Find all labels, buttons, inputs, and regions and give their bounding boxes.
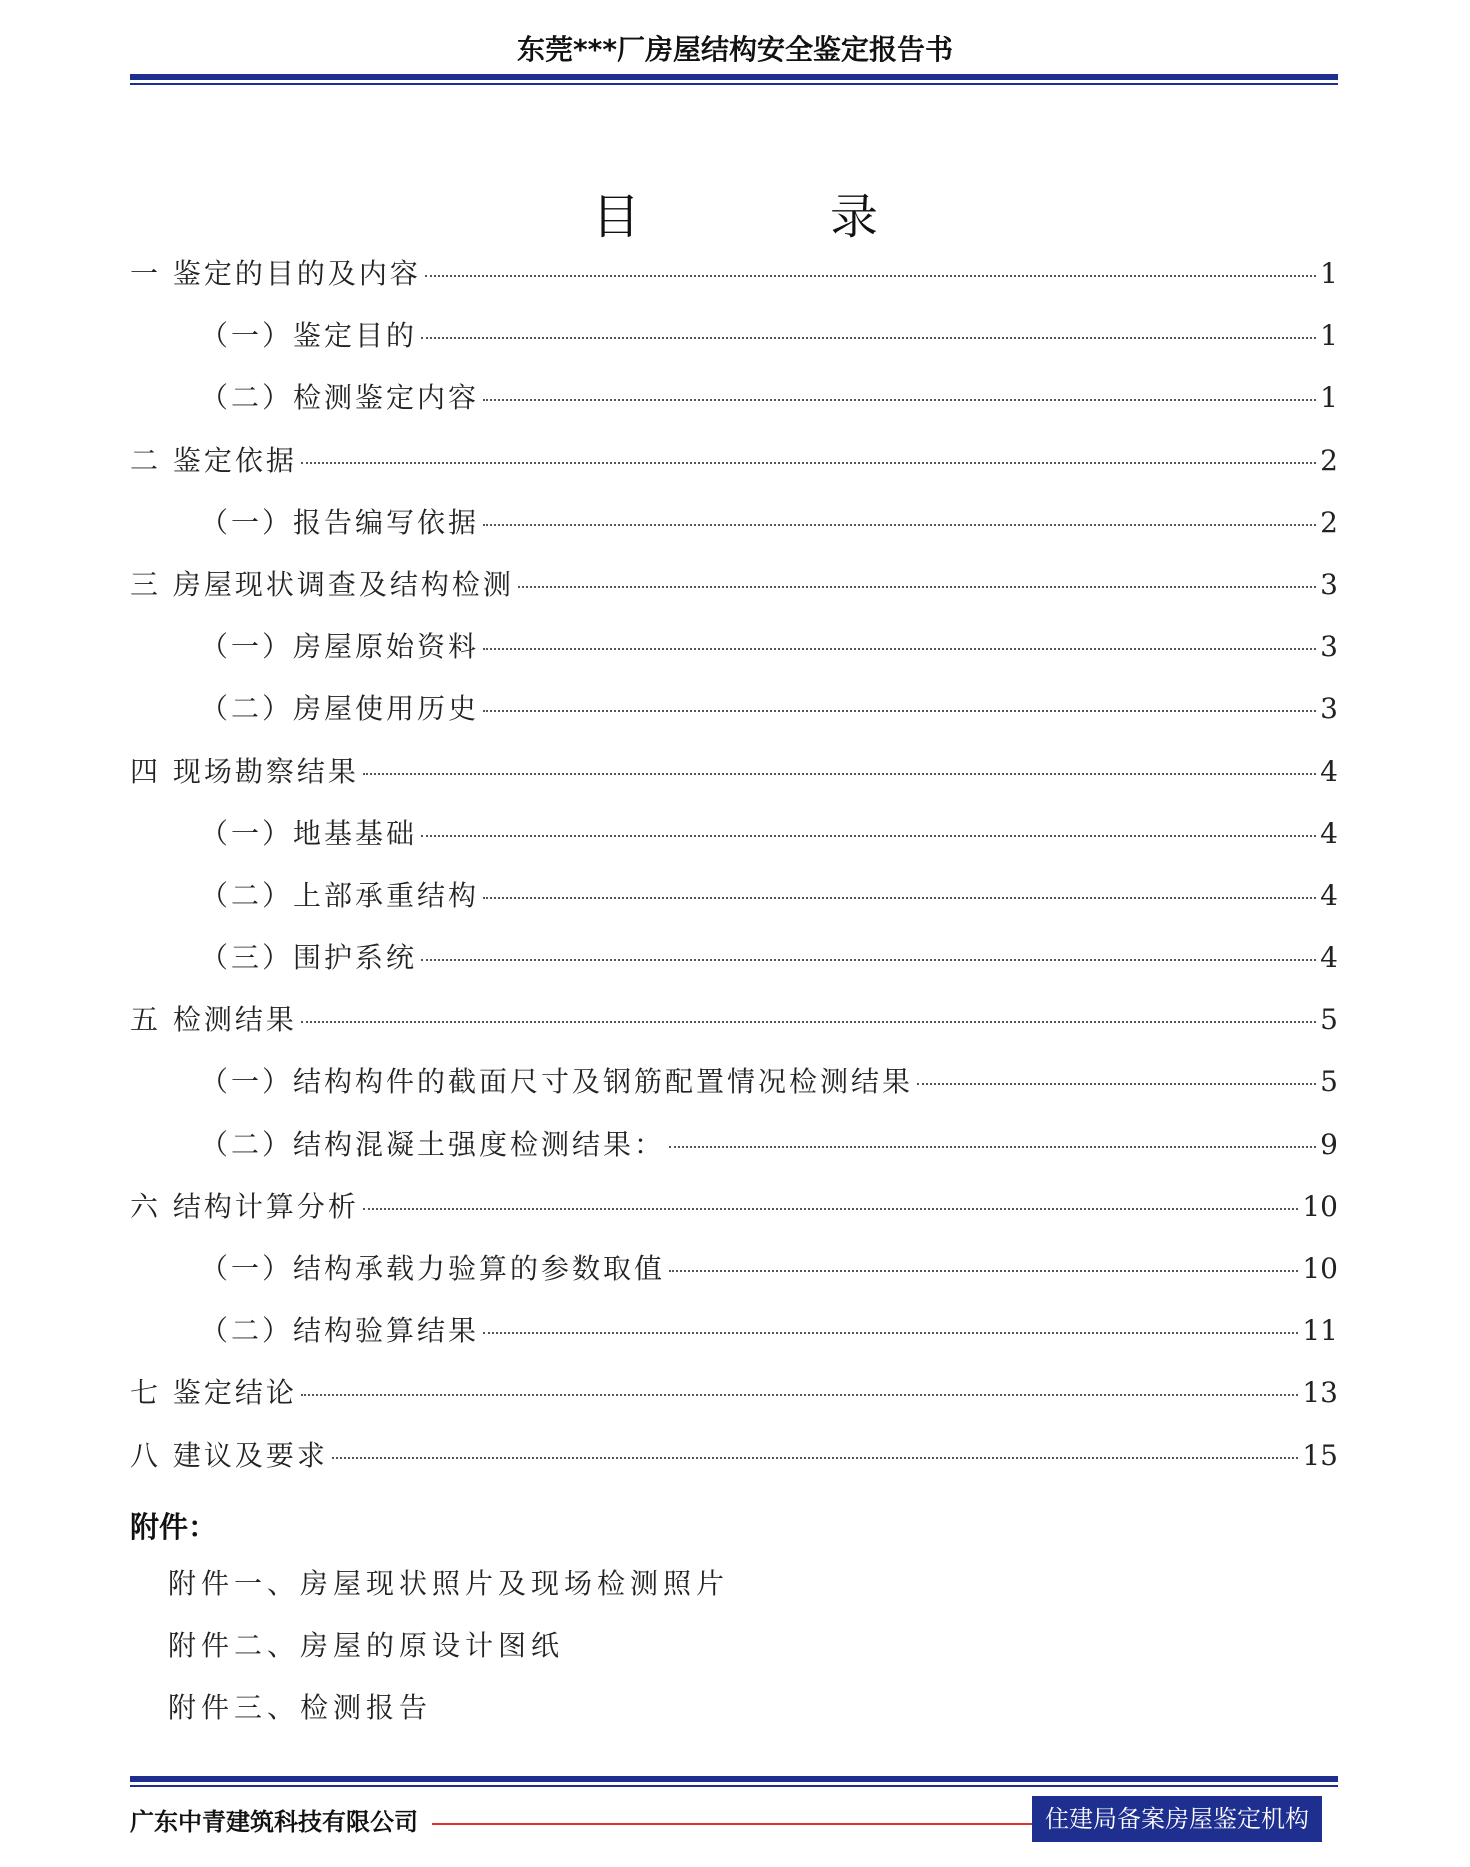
dot-leader — [301, 1021, 1316, 1023]
dot-leader — [421, 959, 1316, 961]
report-title: 东莞***厂房屋结构安全鉴定报告书 — [517, 33, 953, 66]
toc-entry[interactable] — [130, 563, 1338, 625]
attachment-item[interactable]: 附件一、房屋现状照片及现场检测照片 — [168, 1567, 730, 1600]
attachments-heading: 附件： — [130, 1510, 218, 1544]
toc-entry-label: （二）检测鉴定内容 — [200, 381, 480, 415]
toc-entry[interactable] — [130, 1371, 1338, 1433]
dot-leader — [483, 1332, 1298, 1334]
footer-badge: 住建局备案房屋鉴定机构 — [1032, 1796, 1322, 1842]
toc-entry-label: 六 结构计算分析 — [130, 1189, 359, 1223]
toc-entry[interactable] — [130, 874, 1338, 936]
attachment-item[interactable]: 附件三、检测报告 — [168, 1691, 433, 1724]
toc-entry[interactable] — [130, 1185, 1338, 1247]
table-of-contents — [130, 252, 1338, 1496]
dot-leader — [483, 399, 1316, 401]
footer-red-line — [432, 1823, 1032, 1825]
toc-entry[interactable] — [130, 1434, 1338, 1496]
toc-entry-page: 1 — [1320, 319, 1338, 353]
toc-entry-page: 2 — [1320, 505, 1338, 539]
toc-entry-page: 5 — [1320, 1003, 1338, 1037]
dot-leader — [669, 1270, 1298, 1272]
toc-entry[interactable] — [130, 439, 1338, 501]
toc-entry-label: 二 鉴定依据 — [130, 443, 297, 477]
toc-entry-page: 10 — [1302, 1189, 1338, 1223]
toc-entry[interactable] — [130, 252, 1338, 314]
dot-leader — [483, 710, 1316, 712]
toc-entry[interactable] — [130, 687, 1338, 749]
toc-entry-page: 4 — [1320, 941, 1338, 975]
toc-entry-page: 11 — [1302, 1314, 1338, 1348]
attachment-item[interactable]: 附件二、房屋的原设计图纸 — [168, 1629, 565, 1662]
dot-leader — [518, 586, 1316, 588]
dot-leader — [669, 1146, 1316, 1148]
toc-entry-page: 4 — [1320, 878, 1338, 912]
dot-leader — [483, 648, 1316, 650]
toc-entry-label: 八 建议及要求 — [130, 1438, 328, 1472]
dot-leader — [917, 1083, 1316, 1085]
toc-entry[interactable] — [130, 1060, 1338, 1122]
toc-entry-label: （一）结构承载力验算的参数取值 — [200, 1252, 666, 1285]
toc-entry-label: （二）结构验算结果 — [200, 1314, 480, 1348]
toc-entry-page: 1 — [1320, 381, 1338, 415]
toc-entry-label: （一）地基基础 — [200, 816, 418, 850]
dot-leader — [301, 462, 1316, 464]
toc-entry-label: （一）结构构件的截面尺寸及钢筋配置情况检测结果 — [200, 1065, 914, 1099]
toc-entry-label: （三）围护系统 — [200, 941, 418, 975]
toc-entry-page: 4 — [1320, 816, 1338, 850]
attachments-list — [168, 1562, 729, 1748]
toc-entry-page: 3 — [1320, 692, 1338, 726]
dot-leader — [425, 275, 1316, 277]
toc-entry-page: 2 — [1320, 443, 1338, 477]
dot-leader — [421, 835, 1316, 837]
header-rule-thick — [130, 74, 1338, 80]
toc-entry[interactable] — [130, 812, 1338, 874]
toc-entry-page: 13 — [1302, 1376, 1338, 1410]
toc-entry[interactable] — [130, 998, 1338, 1060]
toc-entry-label: （二）结构混凝土强度检测结果： — [200, 1127, 666, 1161]
toc-entry[interactable] — [130, 936, 1338, 998]
dot-leader — [421, 337, 1316, 339]
toc-entry-label: 四 现场勘察结果 — [130, 754, 359, 788]
footer-company-name: 广东中青建筑科技有限公司 — [130, 1808, 418, 1836]
toc-heading: 目录 — [591, 189, 1068, 245]
toc-entry[interactable] — [130, 501, 1338, 563]
toc-entry-label: 三 房屋现状调查及结构检测 — [130, 567, 514, 601]
toc-entry[interactable] — [130, 750, 1338, 812]
footer-rule-thin — [130, 1785, 1338, 1787]
toc-entry-page: 3 — [1320, 567, 1338, 601]
toc-entry[interactable] — [130, 1247, 1338, 1309]
toc-entry-page: 5 — [1320, 1065, 1338, 1099]
dot-leader — [332, 1457, 1298, 1459]
toc-entry[interactable] — [130, 314, 1338, 376]
dot-leader — [301, 1394, 1298, 1396]
toc-entry-page: 3 — [1320, 630, 1338, 664]
toc-entry-label: 七 鉴定结论 — [130, 1376, 297, 1410]
dot-leader — [483, 524, 1316, 526]
toc-entry-page: 10 — [1302, 1252, 1338, 1285]
dot-leader — [483, 897, 1316, 899]
toc-entry-label: （二）上部承重结构 — [200, 878, 480, 912]
toc-entry-page: 4 — [1320, 754, 1338, 788]
dot-leader — [363, 773, 1316, 775]
toc-entry-label: （二）房屋使用历史 — [200, 692, 480, 726]
toc-entry[interactable] — [130, 1123, 1338, 1185]
toc-entry-page: 9 — [1320, 1127, 1338, 1161]
toc-entry-page: 15 — [1302, 1438, 1338, 1472]
header-rule-thin — [130, 83, 1338, 85]
toc-entry[interactable] — [130, 1309, 1338, 1371]
toc-entry-label: 五 检测结果 — [130, 1003, 297, 1037]
toc-entry-label: （一）报告编写依据 — [200, 505, 480, 539]
toc-entry-label: （一）鉴定目的 — [200, 319, 418, 353]
toc-entry-label: 一 鉴定的目的及内容 — [130, 257, 421, 290]
dot-leader — [363, 1208, 1298, 1210]
toc-entry-label: （一）房屋原始资料 — [200, 630, 480, 664]
toc-entry-page: 1 — [1320, 257, 1338, 290]
footer-rule-thick — [130, 1776, 1338, 1782]
toc-entry[interactable] — [130, 376, 1338, 438]
toc-entry[interactable] — [130, 625, 1338, 687]
